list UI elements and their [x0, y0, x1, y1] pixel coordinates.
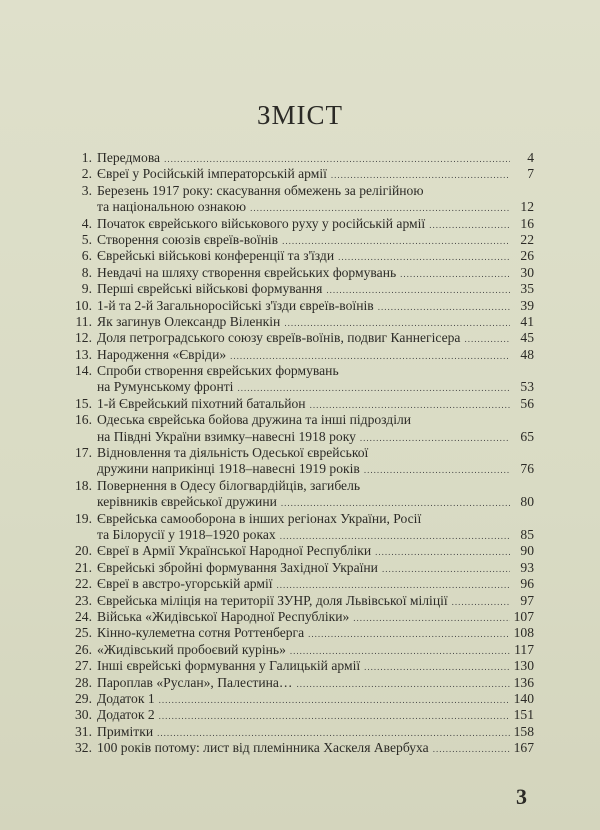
entry-number: 23. — [75, 592, 92, 608]
entry-number: 27. — [75, 658, 92, 674]
toc-entry[interactable] — [60, 150, 534, 166]
entry-page-number: 76 — [520, 461, 534, 477]
toc-entry[interactable] — [60, 330, 534, 346]
toc-entry[interactable] — [60, 363, 534, 396]
dot-leader — [378, 298, 510, 314]
dot-leader — [429, 216, 510, 232]
entry-page-number: 30 — [520, 264, 534, 280]
dot-leader — [230, 347, 510, 363]
dot-leader — [157, 724, 510, 740]
entry-title: Єврейські військові конференції та з'їзди — [97, 248, 335, 264]
toc-entry[interactable] — [60, 707, 534, 723]
entry-number: 12. — [75, 330, 92, 346]
entry-page-number: 96 — [520, 576, 534, 592]
toc-entry[interactable] — [60, 166, 534, 182]
entry-title: Додаток 1 — [97, 690, 155, 706]
entry-title: Примітки — [97, 723, 154, 739]
entry-title: Єврейська самооборона в інших регіонах України, Росії — [97, 510, 422, 526]
dot-leader — [452, 593, 510, 609]
entry-page-number: 35 — [520, 281, 534, 297]
entry-number: 5. — [81, 231, 92, 247]
entry-number: 9. — [81, 281, 92, 297]
entry-number: 30. — [75, 707, 92, 723]
entry-page-number: 108 — [513, 625, 534, 641]
dot-leader — [281, 494, 510, 510]
toc-entry[interactable] — [60, 724, 534, 740]
entry-number: 16. — [75, 412, 92, 428]
entry-number: 14. — [75, 363, 92, 379]
entry-number: 8. — [81, 264, 92, 280]
table-of-contents — [60, 150, 534, 756]
toc-entry[interactable] — [60, 511, 534, 544]
entry-title: Повернення в Одесу білогвардійців, загибель — [97, 477, 361, 493]
entry-title: Єврейська міліція на території ЗУНР, доля Львівської міліції — [97, 592, 448, 608]
entry-title: Євреї в Армії Української Народної Республіки — [97, 543, 372, 559]
entry-number: 4. — [81, 215, 92, 231]
toc-entry[interactable] — [60, 314, 534, 330]
entry-number: 22. — [75, 576, 92, 592]
dot-leader — [331, 166, 510, 182]
toc-entry[interactable] — [60, 560, 534, 576]
entry-number: 15. — [75, 395, 92, 411]
entry-number: 25. — [75, 625, 92, 641]
dot-leader — [433, 740, 510, 756]
dot-leader — [382, 560, 510, 576]
entry-number: 28. — [75, 674, 92, 690]
entry-page-number: 93 — [520, 559, 534, 575]
entry-number: 31. — [75, 723, 92, 739]
entry-page-number: 90 — [520, 543, 534, 559]
entry-title: 1-й Єврейський піхотний батальйон — [97, 395, 306, 411]
entry-number: 2. — [81, 166, 92, 182]
dot-leader — [464, 330, 510, 346]
entry-page-number: 12 — [520, 199, 534, 215]
entry-title: Перші єврейські військові формування — [97, 281, 323, 297]
entry-page-number: 45 — [520, 330, 534, 346]
toc-entry[interactable] — [60, 248, 534, 264]
entry-number: 21. — [75, 559, 92, 575]
dot-leader — [364, 461, 510, 477]
entry-title: Невдачі на шляху створення єврейських формувань — [97, 264, 397, 280]
entry-page-number: 80 — [520, 494, 534, 510]
toc-entry[interactable] — [60, 216, 534, 232]
dot-leader — [250, 199, 510, 215]
toc-entry[interactable] — [60, 298, 534, 314]
page-number: 3 — [516, 784, 527, 809]
toc-entry[interactable] — [60, 675, 534, 691]
toc-entry[interactable] — [60, 183, 534, 216]
dot-leader — [338, 248, 510, 264]
toc-entry[interactable] — [60, 445, 534, 478]
entry-title: Відновлення та діяльність Одеської єврейської — [97, 445, 369, 461]
entry-title: Передмова — [97, 150, 161, 165]
dot-leader — [353, 609, 509, 625]
entry-number: 6. — [81, 248, 92, 264]
toc-entry[interactable] — [60, 625, 534, 641]
entry-page-number: 53 — [520, 379, 534, 395]
entry-number: 13. — [75, 346, 92, 362]
entry-number: 17. — [75, 445, 92, 461]
entry-page-number: 48 — [520, 346, 534, 362]
entry-title: Кінно-кулеметна сотня Роттенберга — [97, 625, 305, 641]
entry-page-number: 85 — [520, 526, 534, 542]
entry-title: Додаток 2 — [97, 707, 155, 723]
dot-leader — [280, 527, 510, 543]
dot-leader — [310, 396, 510, 412]
entry-page-number: 107 — [513, 608, 534, 624]
entry-title: Єврейські збройні формування Західної України — [97, 559, 378, 575]
entry-title: Березень 1917 року: скасування обмежень за релігійною — [97, 182, 424, 198]
entry-page-number: 7 — [527, 166, 534, 182]
dot-leader — [159, 707, 510, 723]
entry-title: 100 років потому: лист від племінника Хаскеля Авербуха — [97, 740, 429, 756]
entry-title: Євреї в австро-угорській армії — [97, 576, 273, 592]
page-title: ЗМІСТ — [256, 100, 344, 130]
dot-leader — [277, 576, 510, 592]
entry-number: 1. — [81, 150, 92, 165]
entry-title: на Румунському фронті — [97, 379, 234, 395]
entry-title: Початок єврейського військового руху у російській армії — [97, 215, 426, 231]
toc-entry[interactable] — [60, 609, 534, 625]
entry-page-number: 4 — [527, 150, 534, 165]
entry-number: 24. — [75, 608, 92, 624]
entry-number: 32. — [75, 740, 92, 756]
toc-entry[interactable] — [60, 593, 534, 609]
entry-page-number: 130 — [513, 658, 534, 674]
entry-page-number: 158 — [513, 723, 534, 739]
entry-title: Як загинув Олександр Віленкін — [97, 313, 281, 329]
toc-entry[interactable] — [60, 347, 534, 363]
toc-entry[interactable] — [60, 658, 534, 674]
entry-title: дружини наприкінці 1918–навесні 1919 років — [97, 461, 360, 477]
toc-entry[interactable] — [60, 478, 534, 511]
entry-title: керівників єврейської дружини — [97, 494, 277, 510]
entry-title: Євреї у Російській імператорській армії — [97, 166, 327, 182]
entry-number: 29. — [75, 690, 92, 706]
dot-leader — [364, 658, 509, 674]
dot-leader — [237, 379, 510, 395]
dot-leader — [308, 625, 509, 641]
entry-title: Доля петроградського союзу євреїв-воїнів, подвиг Каннегісера — [97, 330, 461, 346]
toc-entry[interactable] — [60, 543, 534, 559]
dot-leader — [400, 265, 510, 281]
entry-title: Інші єврейські формування у Галицькій армії — [97, 658, 361, 674]
dot-leader — [297, 675, 510, 691]
entry-number: 3. — [81, 182, 92, 198]
entry-title: Створення союзів євреїв-воїнів — [97, 231, 279, 247]
toc-entry[interactable] — [60, 642, 534, 658]
entry-number: 26. — [75, 641, 92, 657]
entry-page-number: 16 — [520, 215, 534, 231]
entry-title: «Жидівський пробоєвий курінь» — [97, 641, 286, 657]
entry-title: Спроби створення єврейських формувань — [97, 363, 339, 379]
entry-page-number: 39 — [520, 297, 534, 313]
dot-leader — [159, 691, 510, 707]
dot-leader — [375, 543, 510, 559]
entry-title: Народження «Євріди» — [97, 346, 227, 362]
entry-number: 20. — [75, 543, 92, 559]
toc-entry[interactable] — [60, 691, 534, 707]
entry-page-number: 167 — [513, 740, 534, 756]
toc-entry[interactable] — [60, 740, 534, 756]
toc-entry[interactable] — [60, 265, 534, 281]
dot-leader — [282, 232, 510, 248]
toc-entry[interactable] — [60, 396, 534, 412]
toc-entry[interactable] — [60, 232, 534, 248]
entry-title: Війська «Жидівської Народної Республіки» — [97, 608, 350, 624]
dot-leader — [284, 314, 510, 330]
entry-page-number: 41 — [520, 313, 534, 329]
dot-leader — [326, 281, 510, 297]
toc-entry[interactable] — [60, 412, 534, 445]
dot-leader — [164, 150, 510, 166]
dot-leader — [360, 429, 510, 445]
entry-page-number: 140 — [513, 690, 534, 706]
entry-title: Пароплав «Руслан», Палестина… — [97, 674, 293, 690]
entry-title: та Білорусії у 1918–1920 роках — [97, 526, 276, 542]
entry-page-number: 117 — [514, 641, 534, 657]
dot-leader — [290, 642, 510, 658]
entry-title: Одеська єврейська бойова дружина та інші підрозділи — [97, 412, 412, 428]
entry-title: 1-й та 2-й Загальноросійські з'їзди євреїв-воїнів — [97, 297, 374, 313]
entry-page-number: 56 — [520, 395, 534, 411]
entry-page-number: 65 — [520, 428, 534, 444]
entry-page-number: 22 — [520, 231, 534, 247]
entry-number: 10. — [75, 297, 92, 313]
entry-title: на Півдні України взимку–навесні 1918 року — [97, 428, 356, 444]
toc-entry[interactable] — [60, 576, 534, 592]
entry-page-number: 97 — [520, 592, 534, 608]
entry-number: 11. — [75, 313, 92, 329]
entry-page-number: 136 — [513, 674, 534, 690]
toc-entry[interactable] — [60, 281, 534, 297]
entry-number: 18. — [75, 477, 92, 493]
entry-page-number: 26 — [520, 248, 534, 264]
entry-number: 19. — [75, 510, 92, 526]
entry-page-number: 151 — [513, 707, 534, 723]
entry-title: та національною ознакою — [97, 199, 247, 215]
